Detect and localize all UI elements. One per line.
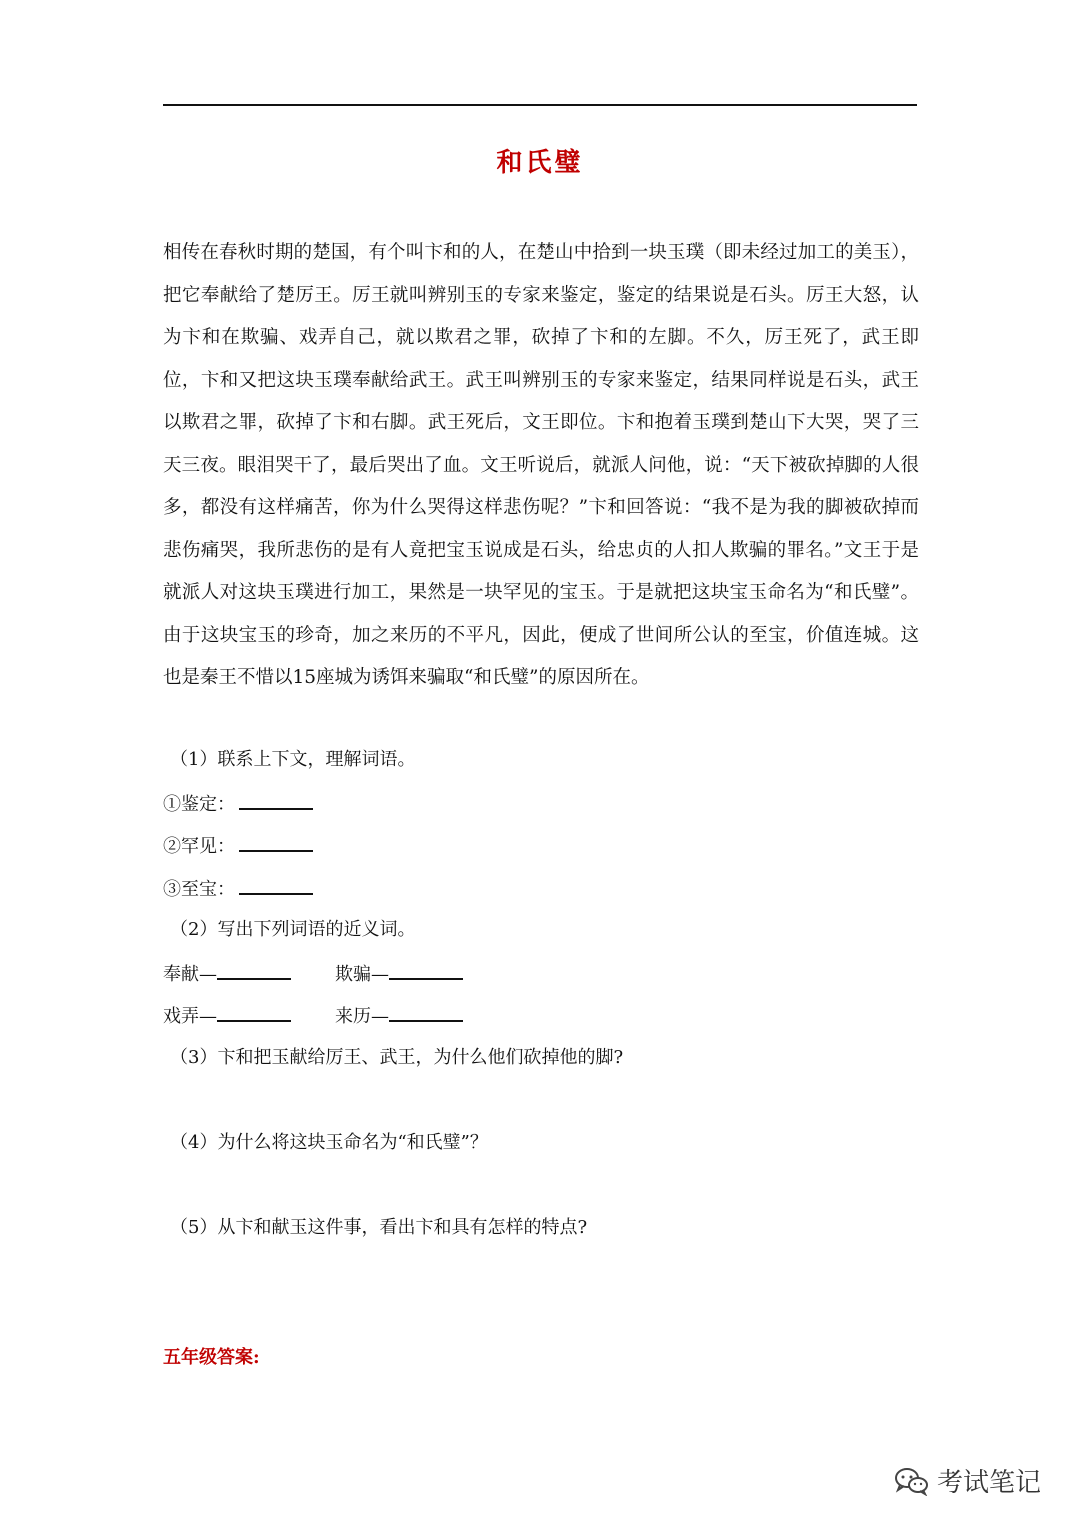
question-text: 联系上下文，理解词语。 [217,749,416,770]
vocab-item-2 [163,832,313,860]
question-3 [163,1045,623,1071]
answer-blank[interactable] [239,790,313,810]
question-number: （1） [170,749,218,770]
page-title: 和氏璧 [496,148,584,178]
synonym-item-1 [163,960,291,988]
question-4 [163,1130,488,1156]
wechat-icon [893,1466,929,1496]
vocab-label: ③至宝： [163,879,235,900]
question-5 [163,1215,587,1241]
watermark [893,1462,1041,1499]
answer-blank[interactable] [239,875,313,895]
synonym-label: 奉献— [163,964,217,985]
question-2 [163,917,415,943]
answer-blank[interactable] [217,1002,291,1022]
question-text: 卞和把玉献给厉王、武王，为什么他们砍掉他的脚? [217,1047,624,1068]
question-number: （2） [170,919,218,940]
story-passage: 相传在春秋时期的楚国，有个叫卞和的人，在楚山中拾到一块玉璞（即未经过加工的美玉），把它奉献给了楚厉王。厉王就叫辨别玉的专家来鉴定，鉴定的结果说是石头。厉王大怒，认为卞和在欺骗、戏弄自己，就以欺君之罪，砍掉了卞和的左脚。不久，厉王死了，武王即位，卞和又把这块玉璞奉献给武王。武王叫辨别玉的专家来鉴定，结果同样说是石头，武王以欺君之罪，砍掉了卞和右脚。武王死后，文王即位。卞和抱着玉璞到楚山下大哭，哭了三天三夜。眼泪哭干了，最后哭出了血。文王听说后，就派人问他，说：“天下被砍掉脚的人很多，都没有这样痛苦，你为什么哭得这样悲伤呢？”卞和回答说：“我不是为我的脚被砍掉而悲伤痛哭，我所悲伤的是有人竟把宝玉说成是石头，给忠贞的人扣人欺骗的罪名。”文王于是就派人对这块玉璞进行加工，果然是一块罕见的宝玉。于是就把这块宝玉命名为“和氏璧”。由于这块宝玉的珍奇，加之来历的不平凡，因此，便成了世间所公认的至宝，价值连城。这也是秦王不惜以15座城为诱饵来骗取“和氏璧”的原因所在。 [163,242,919,688]
answers-heading: 五年级答案: [163,1347,260,1368]
answer-blank[interactable] [389,960,463,980]
synonym-label: 戏弄— [163,1006,217,1027]
vocab-label: ②罕见： [163,836,235,857]
question-number: （4） [170,1132,218,1153]
answer-blank[interactable] [389,1002,463,1022]
question-number: （5） [170,1217,218,1238]
synonym-item-3 [163,1002,291,1030]
vocab-label: ①鉴定： [163,794,235,815]
question-1 [163,747,415,773]
question-text: 为什么将这块玉命名为“和氏璧”？ [217,1132,488,1153]
synonym-item-4 [335,1002,463,1030]
synonym-label: 欺骗— [335,964,389,985]
vocab-item-1 [163,790,313,818]
answer-blank[interactable] [239,832,313,852]
watermark-text: 考试笔记 [937,1468,1042,1498]
header-rule [163,104,917,106]
question-text: 写出下列词语的近义词。 [217,919,416,940]
vocab-item-3 [163,875,313,903]
answer-blank[interactable] [217,960,291,980]
question-number: （3） [170,1047,218,1068]
question-text: 从卞和献玉这件事，看出卞和具有怎样的特点? [217,1217,588,1238]
synonym-label: 来历— [335,1006,389,1027]
synonym-item-2 [335,960,463,988]
